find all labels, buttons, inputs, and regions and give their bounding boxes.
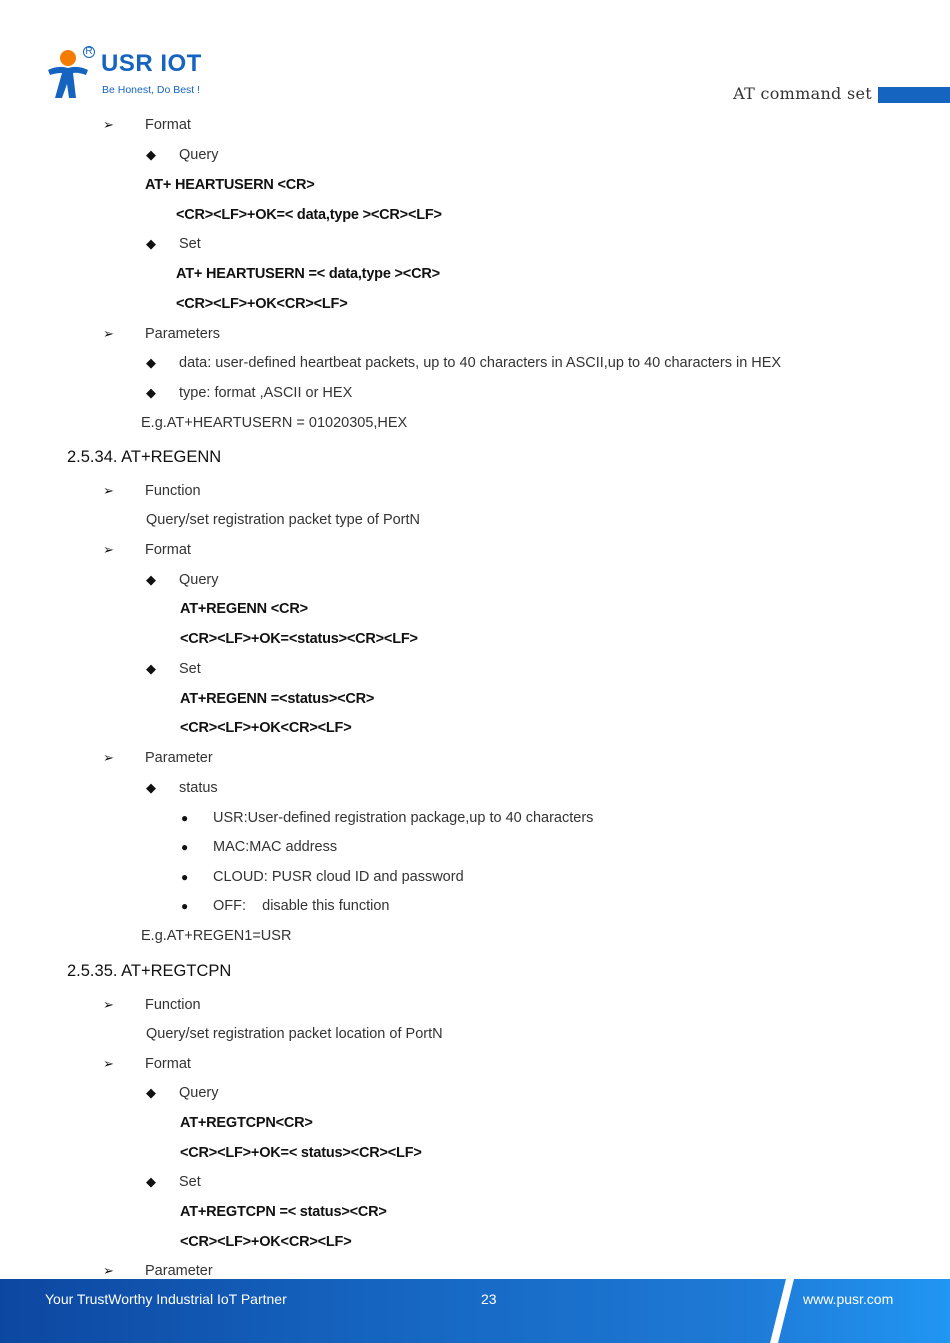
diamond-bullet-icon: ◆ bbox=[146, 147, 156, 162]
company-logo bbox=[46, 46, 216, 102]
section-title: AT command set bbox=[733, 84, 872, 103]
page-number: 23 bbox=[481, 1291, 497, 1307]
dot-bullet-icon: ● bbox=[181, 899, 189, 913]
parameter-description: type: format ,ASCII or HEX bbox=[179, 385, 353, 401]
example-line: E.g.AT+REGEN1=USR bbox=[141, 928, 292, 944]
diamond-bullet-icon: ◆ bbox=[146, 355, 156, 370]
diamond-bullet-icon: ◆ bbox=[146, 1085, 156, 1100]
option-description: MAC:MAC address bbox=[213, 839, 338, 855]
command-line: AT+REGENN <CR> bbox=[180, 601, 308, 617]
set-label: Set bbox=[179, 661, 201, 677]
parameter-description: data: user-defined heartbeat packets, up to 40 characters in ASCII,up to 40 characters in HEX bbox=[179, 355, 782, 371]
command-line: AT+REGTCPN =< status><CR> bbox=[180, 1204, 387, 1220]
footer-website-link[interactable]: www.pusr.com bbox=[803, 1291, 894, 1307]
query-label: Query bbox=[179, 1085, 219, 1101]
diamond-bullet-icon: ◆ bbox=[146, 1174, 156, 1189]
arrow-bullet-icon: ➢ bbox=[103, 997, 114, 1012]
dot-bullet-icon: ● bbox=[181, 811, 189, 825]
arrow-bullet-icon: ➢ bbox=[103, 542, 114, 557]
format-label: Format bbox=[145, 117, 191, 133]
format-label: Format bbox=[145, 542, 191, 558]
page-footer bbox=[0, 1279, 950, 1343]
section-heading-regenn: 2.5.34. AT+REGENN bbox=[67, 448, 222, 466]
dot-bullet-icon: ● bbox=[181, 840, 189, 854]
arrow-bullet-icon: ➢ bbox=[103, 750, 114, 765]
option-description: CLOUD: PUSR cloud ID and password bbox=[213, 869, 464, 885]
diamond-bullet-icon: ◆ bbox=[146, 572, 156, 587]
command-line: AT+ HEARTUSERN <CR> bbox=[145, 177, 315, 193]
diamond-bullet-icon: ◆ bbox=[146, 385, 156, 400]
response-line: <CR><LF>+OK<CR><LF> bbox=[180, 1234, 352, 1250]
parameters-label: Parameters bbox=[145, 326, 220, 342]
set-label: Set bbox=[179, 236, 201, 252]
function-description: Query/set registration packet location of PortN bbox=[146, 1026, 443, 1042]
format-label: Format bbox=[145, 1056, 191, 1072]
response-line: <CR><LF>+OK<CR><LF> bbox=[176, 296, 348, 312]
function-description: Query/set registration packet type of PortN bbox=[146, 512, 421, 528]
diamond-bullet-icon: ◆ bbox=[146, 780, 156, 795]
logo-text: USR IOT bbox=[101, 50, 202, 77]
diamond-bullet-icon: ◆ bbox=[146, 236, 156, 251]
command-line: AT+REGENN =<status><CR> bbox=[180, 691, 375, 707]
diamond-bullet-icon: ◆ bbox=[146, 661, 156, 676]
example-line: E.g.AT+HEARTUSERN = 01020305,HEX bbox=[141, 415, 408, 431]
section-heading-regtcpn: 2.5.35. AT+REGTCPN bbox=[67, 962, 232, 980]
set-label: Set bbox=[179, 1174, 201, 1190]
arrow-bullet-icon: ➢ bbox=[103, 326, 114, 341]
header-accent-bar bbox=[878, 87, 950, 103]
option-description: OFF: disable this function bbox=[213, 898, 390, 914]
command-line: AT+ HEARTUSERN =< data,type ><CR> bbox=[176, 266, 440, 282]
arrow-bullet-icon: ➢ bbox=[103, 117, 114, 132]
function-label: Function bbox=[145, 483, 201, 499]
logo-slogan: Be Honest, Do Best ! bbox=[102, 84, 201, 96]
query-label: Query bbox=[179, 147, 219, 163]
footer-divider-slash bbox=[770, 1279, 794, 1343]
function-label: Function bbox=[145, 997, 201, 1013]
response-line: <CR><LF>+OK<CR><LF> bbox=[180, 720, 352, 736]
command-line: AT+REGTCPN<CR> bbox=[180, 1115, 313, 1131]
registered-mark: R bbox=[83, 46, 95, 58]
response-line: <CR><LF>+OK=<status><CR><LF> bbox=[180, 631, 418, 647]
parameter-label: Parameter bbox=[145, 750, 213, 766]
query-label: Query bbox=[179, 572, 219, 588]
arrow-bullet-icon: ➢ bbox=[103, 483, 114, 498]
parameter-label: Parameter bbox=[145, 1263, 213, 1279]
dot-bullet-icon: ● bbox=[181, 870, 189, 884]
parameter-name: status bbox=[179, 780, 218, 796]
response-line: <CR><LF>+OK=< status><CR><LF> bbox=[180, 1145, 422, 1161]
option-description: USR:User-defined registration package,up to 40 characters bbox=[213, 810, 594, 826]
response-line: <CR><LF>+OK=< data,type ><CR><LF> bbox=[176, 207, 442, 223]
arrow-bullet-icon: ➢ bbox=[103, 1056, 114, 1071]
arrow-bullet-icon: ➢ bbox=[103, 1263, 114, 1278]
footer-tagline: Your TrustWorthy Industrial IoT Partner bbox=[45, 1291, 287, 1307]
